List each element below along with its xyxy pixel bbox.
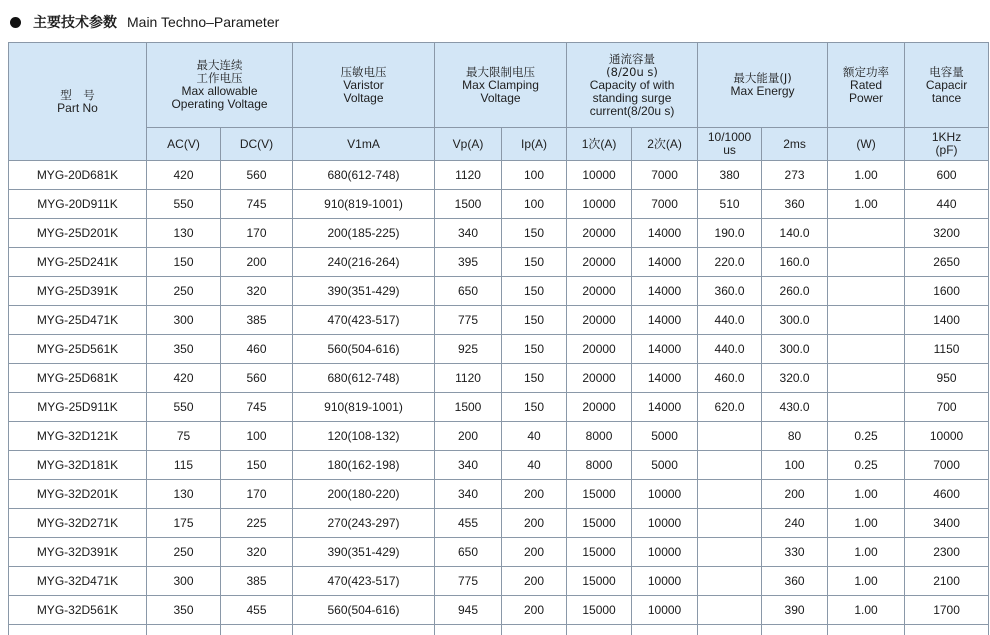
- table-cell: 1600: [905, 277, 989, 306]
- table-cell: [221, 625, 293, 635]
- unit-cell: 10/1000 us: [698, 128, 762, 161]
- unit-cell: 1次(A): [567, 128, 632, 161]
- table-cell: 20000: [567, 277, 632, 306]
- table-cell: 440: [905, 190, 989, 219]
- table-cell: 8000: [567, 451, 632, 480]
- table-cell: 390: [762, 596, 828, 625]
- table-cell: 10000: [905, 422, 989, 451]
- table-cell: 250: [147, 538, 221, 567]
- table-cell: 1120: [435, 161, 502, 190]
- table-cell: 440.0: [698, 306, 762, 335]
- table-row: [9, 248, 989, 277]
- section-title-cn: 主要技术参数: [33, 12, 117, 32]
- table-cell: 200: [502, 538, 567, 567]
- table-cell: 1400: [905, 306, 989, 335]
- table-cell: 1.00: [828, 538, 905, 567]
- table-cell: 680(612-748): [293, 161, 435, 190]
- table-cell: 460.0: [698, 364, 762, 393]
- table-row-partial: [9, 625, 989, 635]
- table-cell: 775: [435, 306, 502, 335]
- table-cell: 2100: [905, 567, 989, 596]
- table-cell: 15000: [567, 480, 632, 509]
- table-cell: 745: [221, 190, 293, 219]
- table-row: [9, 190, 989, 219]
- table-cell: 130: [147, 480, 221, 509]
- table-cell: 910(819-1001): [293, 190, 435, 219]
- table-cell: 150: [502, 393, 567, 422]
- table-cell: [698, 596, 762, 625]
- table-cell: 200: [435, 422, 502, 451]
- table-cell: 200: [502, 567, 567, 596]
- table-cell: 20000: [567, 393, 632, 422]
- table-cell: 3200: [905, 219, 989, 248]
- table-cell: 745: [221, 393, 293, 422]
- table-cell: 360: [762, 190, 828, 219]
- unit-cell: 1KHz (pF): [905, 128, 989, 161]
- table-cell: 945: [435, 596, 502, 625]
- table-cell: 200: [221, 248, 293, 277]
- header-max-voltage: 最大连续 工作电压 Max allowable Operating Voltage: [147, 43, 293, 128]
- table-cell: 385: [221, 567, 293, 596]
- table-cell: 10000: [632, 480, 698, 509]
- unit-cell: DC(V): [221, 128, 293, 161]
- table-row: [9, 161, 989, 190]
- table-cell: 1.00: [828, 509, 905, 538]
- table-cell: 350: [147, 596, 221, 625]
- table-cell: 320: [221, 538, 293, 567]
- table-cell: 560(504-616): [293, 335, 435, 364]
- table-cell: 200: [502, 509, 567, 538]
- table-cell: 40: [502, 451, 567, 480]
- table-cell: 75: [147, 422, 221, 451]
- table-cell: 180(162-198): [293, 451, 435, 480]
- table-cell: 300: [147, 306, 221, 335]
- table-cell: 14000: [632, 335, 698, 364]
- table-cell: 150: [502, 306, 567, 335]
- table-cell: 170: [221, 480, 293, 509]
- unit-cell: V1mA: [293, 128, 435, 161]
- table-cell: 100: [762, 451, 828, 480]
- part-number-cell: MYG-32D181K: [9, 451, 147, 480]
- table-cell: 250: [147, 277, 221, 306]
- table-cell: 15000: [567, 567, 632, 596]
- table-cell: 455: [435, 509, 502, 538]
- part-number-cell: MYG-25D911K: [9, 393, 147, 422]
- table-cell: [828, 277, 905, 306]
- table-cell: 14000: [632, 364, 698, 393]
- table-cell: 1.00: [828, 161, 905, 190]
- part-number-cell: MYG-25D391K: [9, 277, 147, 306]
- table-cell: 130: [147, 219, 221, 248]
- table-cell: 380: [698, 161, 762, 190]
- table-cell: [698, 480, 762, 509]
- part-number-cell: MYG-32D391K: [9, 538, 147, 567]
- table-row: [9, 364, 989, 393]
- section-title: [10, 11, 279, 33]
- table-cell: 550: [147, 190, 221, 219]
- table-cell: 20000: [567, 335, 632, 364]
- table-cell: 1500: [435, 393, 502, 422]
- table-cell: 2650: [905, 248, 989, 277]
- table-cell: 2300: [905, 538, 989, 567]
- unit-cell: Ip(A): [502, 128, 567, 161]
- table-cell: [828, 393, 905, 422]
- table-cell: [435, 625, 502, 635]
- table-cell: 7000: [632, 161, 698, 190]
- table-cell: 560(504-616): [293, 596, 435, 625]
- table-cell: 150: [502, 248, 567, 277]
- table-cell: 14000: [632, 277, 698, 306]
- table-cell: 620.0: [698, 393, 762, 422]
- table-cell: 20000: [567, 306, 632, 335]
- table-cell: 1150: [905, 335, 989, 364]
- table-cell: 600: [905, 161, 989, 190]
- table-cell: 420: [147, 364, 221, 393]
- table-cell: [293, 625, 435, 635]
- table-cell: 700: [905, 393, 989, 422]
- table-cell: [567, 625, 632, 635]
- table-cell: [698, 451, 762, 480]
- table-cell: 0.25: [828, 422, 905, 451]
- part-number-cell: MYG-32D121K: [9, 422, 147, 451]
- table-cell: 20000: [567, 248, 632, 277]
- table-cell: 440.0: [698, 335, 762, 364]
- table-cell: [147, 625, 221, 635]
- table-cell: 10000: [632, 567, 698, 596]
- table-cell: 190.0: [698, 219, 762, 248]
- header-clamping-voltage: 最大限制电压 Max Clamping Voltage: [435, 43, 567, 128]
- table-cell: 300.0: [762, 335, 828, 364]
- table-cell: 950: [905, 364, 989, 393]
- table-cell: 5000: [632, 451, 698, 480]
- table-cell: 385: [221, 306, 293, 335]
- table-cell: 240: [762, 509, 828, 538]
- table-row: [9, 219, 989, 248]
- table-cell: 320: [221, 277, 293, 306]
- table-cell: 360: [762, 567, 828, 596]
- part-number-cell: MYG-32D201K: [9, 480, 147, 509]
- table-cell: 300: [147, 567, 221, 596]
- table-cell: 430.0: [762, 393, 828, 422]
- part-number-cell: MYG-32D561K: [9, 596, 147, 625]
- header-row: [9, 43, 989, 128]
- table-cell: 340: [435, 451, 502, 480]
- table-cell: [828, 364, 905, 393]
- part-number-cell: MYG-32D271K: [9, 509, 147, 538]
- table-cell: 330: [762, 538, 828, 567]
- table-cell: 775: [435, 567, 502, 596]
- part-number-cell: MYG-25D241K: [9, 248, 147, 277]
- table-cell: 910(819-1001): [293, 393, 435, 422]
- table-cell: 650: [435, 277, 502, 306]
- unit-row: [9, 128, 989, 161]
- table-cell: 925: [435, 335, 502, 364]
- unit-cell: 2ms: [762, 128, 828, 161]
- unit-cell: AC(V): [147, 128, 221, 161]
- table-cell: 200(185-225): [293, 219, 435, 248]
- table-cell: 7000: [632, 190, 698, 219]
- table-cell: [698, 509, 762, 538]
- table-cell: 1120: [435, 364, 502, 393]
- table-cell: 5000: [632, 422, 698, 451]
- part-number-cell: MYG-32D471K: [9, 567, 147, 596]
- table-cell: 340: [435, 480, 502, 509]
- table-cell: 7000: [905, 451, 989, 480]
- table-body: [9, 161, 989, 635]
- table-cell: 395: [435, 248, 502, 277]
- table-cell: 650: [435, 538, 502, 567]
- table-cell: 150: [502, 277, 567, 306]
- part-number-cell: MYG-25D201K: [9, 219, 147, 248]
- table-cell: 170: [221, 219, 293, 248]
- table-cell: 160.0: [762, 248, 828, 277]
- table-cell: 150: [221, 451, 293, 480]
- part-number-cell: MYG-20D911K: [9, 190, 147, 219]
- table-cell: 1.00: [828, 567, 905, 596]
- table-cell: 1.00: [828, 480, 905, 509]
- table-cell: 0.25: [828, 451, 905, 480]
- table-cell: 273: [762, 161, 828, 190]
- table-cell: 320.0: [762, 364, 828, 393]
- table-cell: 15000: [567, 538, 632, 567]
- header-surge-capacity: 通流容量 (8/20u s) Capacity of with standing surge current(8/20u s): [567, 43, 698, 128]
- unit-cell: 2次(A): [632, 128, 698, 161]
- table-cell: 1.00: [828, 596, 905, 625]
- table-cell: 3400: [905, 509, 989, 538]
- table-row: [9, 393, 989, 422]
- table-cell: 360.0: [698, 277, 762, 306]
- table-cell: 100: [502, 161, 567, 190]
- table-cell: 200(180-220): [293, 480, 435, 509]
- table-cell: 175: [147, 509, 221, 538]
- bullet-icon: [10, 17, 21, 28]
- table-cell: 300.0: [762, 306, 828, 335]
- table-row: [9, 451, 989, 480]
- table-cell: 420: [147, 161, 221, 190]
- part-number-cell: MYG-25D561K: [9, 335, 147, 364]
- table-cell: [698, 625, 762, 635]
- table-cell: 14000: [632, 393, 698, 422]
- table-cell: [905, 625, 989, 635]
- table-cell: [698, 538, 762, 567]
- table-cell: 1700: [905, 596, 989, 625]
- part-number-cell: MYG-20D681K: [9, 161, 147, 190]
- table-cell: 14000: [632, 306, 698, 335]
- table-cell: 200: [502, 480, 567, 509]
- table-cell: 550: [147, 393, 221, 422]
- table-cell: 140.0: [762, 219, 828, 248]
- table-cell: [9, 625, 147, 635]
- table-cell: 100: [502, 190, 567, 219]
- table-cell: 470(423-517): [293, 306, 435, 335]
- table-cell: 10000: [632, 596, 698, 625]
- table-cell: 1500: [435, 190, 502, 219]
- table-cell: 8000: [567, 422, 632, 451]
- table-cell: [828, 248, 905, 277]
- table-cell: 15000: [567, 596, 632, 625]
- unit-cell: (W): [828, 128, 905, 161]
- table-cell: 10000: [632, 509, 698, 538]
- table-cell: 350: [147, 335, 221, 364]
- table-cell: 115: [147, 451, 221, 480]
- table-cell: 150: [502, 335, 567, 364]
- table-cell: 20000: [567, 219, 632, 248]
- table-cell: 510: [698, 190, 762, 219]
- table-cell: 150: [502, 219, 567, 248]
- table-cell: [502, 625, 567, 635]
- table-cell: 1.00: [828, 190, 905, 219]
- table-cell: 20000: [567, 364, 632, 393]
- section-title-en: Main Techno–Parameter: [127, 14, 279, 30]
- table-cell: [828, 625, 905, 635]
- table-cell: 4600: [905, 480, 989, 509]
- table-cell: [632, 625, 698, 635]
- table-cell: 80: [762, 422, 828, 451]
- table-cell: 390(351-429): [293, 277, 435, 306]
- table-cell: 14000: [632, 219, 698, 248]
- table-cell: [828, 306, 905, 335]
- header-max-energy: 最大能量(J) Max Energy: [698, 43, 828, 128]
- table-row: [9, 596, 989, 625]
- table-cell: 240(216-264): [293, 248, 435, 277]
- table-cell: 340: [435, 219, 502, 248]
- part-number-cell: MYG-25D471K: [9, 306, 147, 335]
- table-cell: 225: [221, 509, 293, 538]
- table-cell: 200: [762, 480, 828, 509]
- parameter-table: [8, 42, 989, 635]
- table-row: [9, 567, 989, 596]
- header-part-no: 型 号 Part No: [9, 43, 147, 161]
- part-number-cell: MYG-25D681K: [9, 364, 147, 393]
- table-cell: 560: [221, 364, 293, 393]
- table-cell: 390(351-429): [293, 538, 435, 567]
- table-row: [9, 509, 989, 538]
- table-row: [9, 538, 989, 567]
- table-cell: 150: [502, 364, 567, 393]
- table-cell: 10000: [567, 161, 632, 190]
- table-cell: 14000: [632, 248, 698, 277]
- header-capacitance: 电容量 Capacir tance: [905, 43, 989, 128]
- table-cell: 560: [221, 161, 293, 190]
- table-cell: 200: [502, 596, 567, 625]
- table-row: [9, 480, 989, 509]
- table-row: [9, 306, 989, 335]
- table-row: [9, 335, 989, 364]
- unit-cell: Vp(A): [435, 128, 502, 161]
- table-cell: 455: [221, 596, 293, 625]
- table-cell: 100: [221, 422, 293, 451]
- header-rated-power: 额定功率 Rated Power: [828, 43, 905, 128]
- table-row: [9, 422, 989, 451]
- table-cell: [828, 219, 905, 248]
- table-cell: [762, 625, 828, 635]
- table-cell: 460: [221, 335, 293, 364]
- header-varistor-voltage: 压敏电压 Varistor Voltage: [293, 43, 435, 128]
- table-cell: 120(108-132): [293, 422, 435, 451]
- table-row: [9, 277, 989, 306]
- table-cell: 260.0: [762, 277, 828, 306]
- table-cell: 680(612-748): [293, 364, 435, 393]
- table-cell: 270(243-297): [293, 509, 435, 538]
- table-cell: [698, 422, 762, 451]
- table-cell: 10000: [567, 190, 632, 219]
- table-cell: [828, 335, 905, 364]
- table-cell: 40: [502, 422, 567, 451]
- table-cell: 220.0: [698, 248, 762, 277]
- table-cell: 15000: [567, 509, 632, 538]
- table-cell: [698, 567, 762, 596]
- table-cell: 10000: [632, 538, 698, 567]
- table-cell: 470(423-517): [293, 567, 435, 596]
- table-cell: 150: [147, 248, 221, 277]
